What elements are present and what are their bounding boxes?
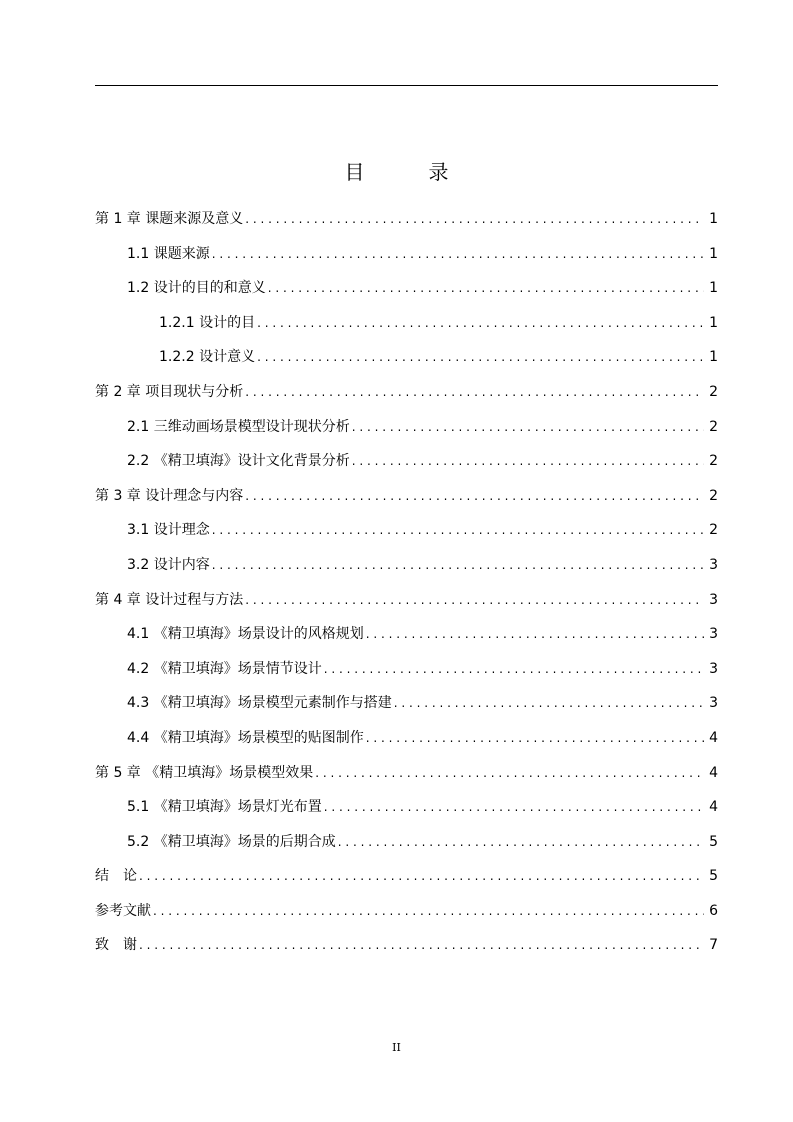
toc-entry[interactable] <box>95 314 718 349</box>
toc-entry[interactable] <box>95 694 718 729</box>
toc-dot-leader <box>268 279 704 297</box>
toc-entry-label: 2.2 《精卫填海》设计文化背景分析 <box>127 453 350 470</box>
toc-entry[interactable] <box>95 902 718 937</box>
toc-entry-label: 参考文献 <box>95 902 151 919</box>
toc-dot-leader <box>212 521 704 539</box>
toc-entry[interactable] <box>95 348 718 383</box>
toc-entry-page: 3 <box>709 626 718 643</box>
toc-entry-page: 2 <box>709 418 718 435</box>
toc-entry-page: 5 <box>709 868 718 885</box>
toc-dot-leader <box>257 314 704 332</box>
table-of-contents <box>95 210 718 971</box>
toc-entry-label: 3.1 设计理念 <box>127 522 210 539</box>
toc-entry-label: 第 3 章 设计理念与内容 <box>95 487 244 504</box>
toc-entry-page: 2 <box>709 453 718 470</box>
toc-entry-label: 4.2 《精卫填海》场景情节设计 <box>127 660 322 677</box>
toc-entry[interactable] <box>95 418 718 453</box>
toc-entry-page: 6 <box>709 902 718 919</box>
toc-entry[interactable] <box>95 798 718 833</box>
toc-entry-label: 1.1 课题来源 <box>127 245 210 262</box>
toc-entry-label: 4.4 《精卫填海》场景模型的贴图制作 <box>127 729 364 746</box>
toc-entry-label: 1.2.1 设计的目 <box>159 314 256 331</box>
toc-entry-label: 5.1 《精卫填海》场景灯光布置 <box>127 799 322 816</box>
toc-entry-label: 4.3 《精卫填海》场景模型元素制作与搭建 <box>127 695 392 712</box>
toc-dot-leader <box>366 625 704 643</box>
toc-dot-leader <box>245 383 704 401</box>
toc-entry-page: 3 <box>709 556 718 573</box>
toc-dot-leader <box>153 902 704 920</box>
toc-entry-label: 3.2 设计内容 <box>127 556 210 573</box>
toc-entry-page: 1 <box>709 314 718 331</box>
header-rule <box>95 85 718 86</box>
toc-dot-leader <box>315 764 704 782</box>
toc-dot-leader <box>212 245 704 263</box>
toc-entry[interactable] <box>95 210 718 245</box>
toc-dot-leader <box>366 729 704 747</box>
toc-entry-page: 2 <box>709 383 718 400</box>
toc-entry[interactable] <box>95 279 718 314</box>
toc-dot-leader <box>212 556 704 574</box>
toc-entry[interactable] <box>95 487 718 522</box>
toc-entry[interactable] <box>95 452 718 487</box>
toc-entry[interactable] <box>95 729 718 764</box>
toc-entry-page: 4 <box>709 729 718 746</box>
toc-entry-label: 第 2 章 项目现状与分析 <box>95 383 244 400</box>
toc-entry[interactable] <box>95 245 718 280</box>
toc-entry-page: 1 <box>709 211 718 227</box>
toc-entry-page: 7 <box>709 937 718 954</box>
toc-entry-label: 第 1 章 课题来源及意义 <box>95 211 244 227</box>
toc-entry-page: 1 <box>709 245 718 262</box>
toc-entry-label: 2.1 三维动画场景模型设计现状分析 <box>127 418 350 435</box>
toc-dot-leader <box>257 348 704 366</box>
toc-dot-leader <box>139 936 704 954</box>
toc-dot-leader <box>324 660 704 678</box>
toc-dot-leader <box>338 833 704 851</box>
toc-entry-label: 4.1 《精卫填海》场景设计的风格规划 <box>127 626 364 643</box>
toc-title: 目 录 <box>344 160 471 184</box>
toc-entry-label: 5.2 《精卫填海》场景的后期合成 <box>127 833 336 850</box>
toc-entry[interactable] <box>95 764 718 799</box>
toc-dot-leader <box>324 798 704 816</box>
toc-entry-page: 1 <box>709 280 718 297</box>
toc-entry-label: 1.2.2 设计意义 <box>159 349 256 366</box>
toc-entry-label: 第 4 章 设计过程与方法 <box>95 591 244 608</box>
toc-dot-leader <box>139 867 704 885</box>
toc-dot-leader <box>245 210 704 228</box>
toc-entry-page: 4 <box>709 764 718 781</box>
toc-entry-label: 第 5 章 《精卫填海》场景模型效果 <box>95 764 314 781</box>
toc-entry-page: 2 <box>709 522 718 539</box>
page-number: II <box>392 1041 401 1054</box>
toc-entry[interactable] <box>95 660 718 695</box>
toc-entry-page: 3 <box>709 591 718 608</box>
toc-entry-page: 2 <box>709 487 718 504</box>
toc-entry-label: 致 谢 <box>95 937 137 954</box>
toc-dot-leader <box>245 487 704 505</box>
toc-entry-page: 4 <box>709 799 718 816</box>
toc-entry[interactable] <box>95 556 718 591</box>
toc-entry-page: 5 <box>709 833 718 850</box>
toc-dot-leader <box>352 418 704 436</box>
toc-entry[interactable] <box>95 936 718 971</box>
toc-entry[interactable] <box>95 521 718 556</box>
toc-entry[interactable] <box>95 383 718 418</box>
toc-entry[interactable] <box>95 833 718 868</box>
toc-entry-page: 3 <box>709 660 718 677</box>
toc-entry-label: 结 论 <box>95 868 137 885</box>
toc-entry-label: 1.2 设计的目的和意义 <box>127 280 266 297</box>
toc-dot-leader <box>245 591 704 609</box>
toc-dot-leader <box>352 452 704 470</box>
toc-entry[interactable] <box>95 591 718 626</box>
toc-entry[interactable] <box>95 867 718 902</box>
toc-entry[interactable] <box>95 625 718 660</box>
toc-entry-page: 3 <box>709 695 718 712</box>
toc-dot-leader <box>394 694 704 712</box>
toc-entry-page: 1 <box>709 349 718 366</box>
